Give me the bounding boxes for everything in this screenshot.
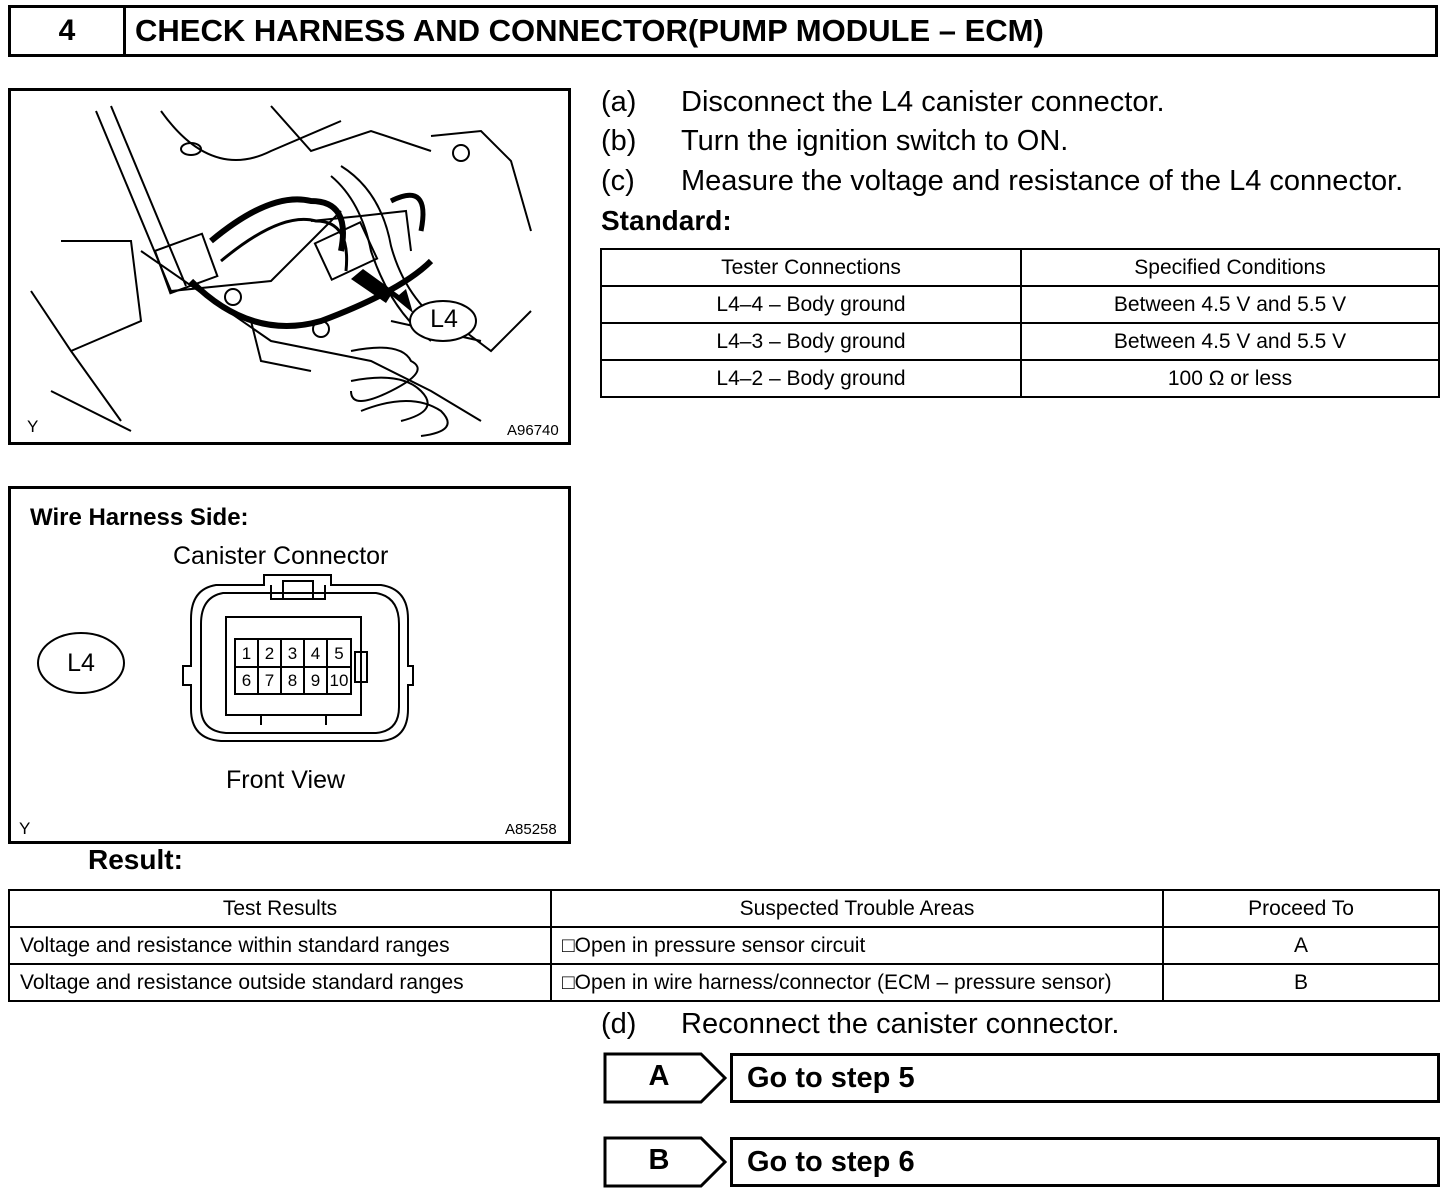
pin-label: 5 — [334, 644, 344, 663]
table-cell: Voltage and resistance outside standard ranges — [9, 964, 551, 1001]
pin-label: 10 — [329, 671, 349, 690]
figure-corner-mark: Y — [19, 819, 31, 838]
step-header — [8, 5, 1438, 57]
outcome-letter: B — [648, 1144, 670, 1176]
step-d — [601, 1008, 1119, 1041]
pin-label: 3 — [287, 644, 298, 663]
step-title: CHECK HARNESS AND CONNECTOR(PUMP MODULE – ECM) — [135, 13, 1044, 48]
step-text: Turn the ignition switch to ON. — [681, 125, 1069, 157]
table-row — [9, 927, 1439, 964]
column-header: Suspected Trouble Areas — [551, 890, 1163, 927]
table-cell: 100 Ω or less — [1021, 360, 1439, 397]
table-row — [601, 286, 1439, 323]
standard-table — [600, 248, 1440, 398]
pin-label: 2 — [264, 644, 275, 663]
table-cell: L4–3 – Body ground — [601, 323, 1021, 360]
go-to-step-5-box[interactable]: Go to step 5 — [730, 1053, 1440, 1103]
pin-label: 6 — [241, 671, 252, 690]
figure-code: A85258 — [505, 821, 557, 838]
step-c — [601, 165, 1403, 198]
table-row — [601, 323, 1439, 360]
result-label: Result: — [88, 844, 183, 875]
pin-grid — [235, 640, 351, 694]
step-letter: (c) — [601, 165, 635, 197]
go-to-step-6-box[interactable]: Go to step 6 — [730, 1137, 1440, 1187]
step-b — [601, 125, 1068, 158]
connector-name: Canister Connector — [173, 542, 389, 570]
column-header: Test Results — [9, 890, 551, 927]
figure-corner-mark: Y — [27, 417, 39, 436]
pin-label: 8 — [287, 671, 298, 690]
table-cell: A — [1163, 927, 1439, 964]
column-header: Specified Conditions — [1021, 249, 1439, 286]
step-text: Disconnect the L4 canister connector. — [681, 86, 1165, 118]
step-text: Reconnect the canister connector. — [681, 1008, 1120, 1040]
engine-bay-illustration — [11, 91, 568, 442]
table-cell: Voltage and resistance within standard ranges — [9, 927, 551, 964]
table-row — [9, 964, 1439, 1001]
outcome-letter: A — [648, 1060, 670, 1092]
connector-pinout-figure — [8, 486, 571, 844]
step-number: 4 — [11, 8, 126, 54]
result-table — [8, 889, 1440, 1002]
standard-label: Standard: — [601, 205, 732, 236]
pin-row-top — [235, 640, 351, 667]
table-row — [601, 360, 1439, 397]
view-label: Front View — [226, 766, 346, 794]
table-header-row — [601, 249, 1439, 286]
pin-label: 7 — [264, 671, 275, 690]
table-cell: L4–2 – Body ground — [601, 360, 1021, 397]
l4-callout-label: L4 — [430, 305, 458, 333]
pin-row-bottom — [235, 667, 351, 694]
column-header: Proceed To — [1163, 890, 1439, 927]
step-a — [601, 86, 1165, 119]
step-text: Measure the voltage and resistance of the L4 connector. — [681, 165, 1404, 197]
table-cell: □Open in wire harness/connector (ECM – pressure sensor) — [551, 964, 1163, 1001]
l4-callout-label: L4 — [67, 649, 95, 677]
table-cell: B — [1163, 964, 1439, 1001]
table-cell: L4–4 – Body ground — [601, 286, 1021, 323]
wire-harness-heading: Wire Harness Side: — [30, 504, 249, 531]
pin-label: 4 — [310, 644, 321, 663]
step-letter: (b) — [601, 125, 637, 157]
pin-label: 9 — [310, 671, 321, 690]
connector-location-figure — [8, 88, 571, 445]
table-header-row — [9, 890, 1439, 927]
step-letter: (a) — [601, 86, 637, 118]
column-header: Tester Connections — [601, 249, 1021, 286]
pin-label: 1 — [241, 644, 252, 663]
figure-code: A96740 — [507, 422, 559, 439]
step-letter: (d) — [601, 1008, 637, 1040]
table-cell: Between 4.5 V and 5.5 V — [1021, 323, 1439, 360]
table-cell: Between 4.5 V and 5.5 V — [1021, 286, 1439, 323]
table-cell: □Open in pressure sensor circuit — [551, 927, 1163, 964]
